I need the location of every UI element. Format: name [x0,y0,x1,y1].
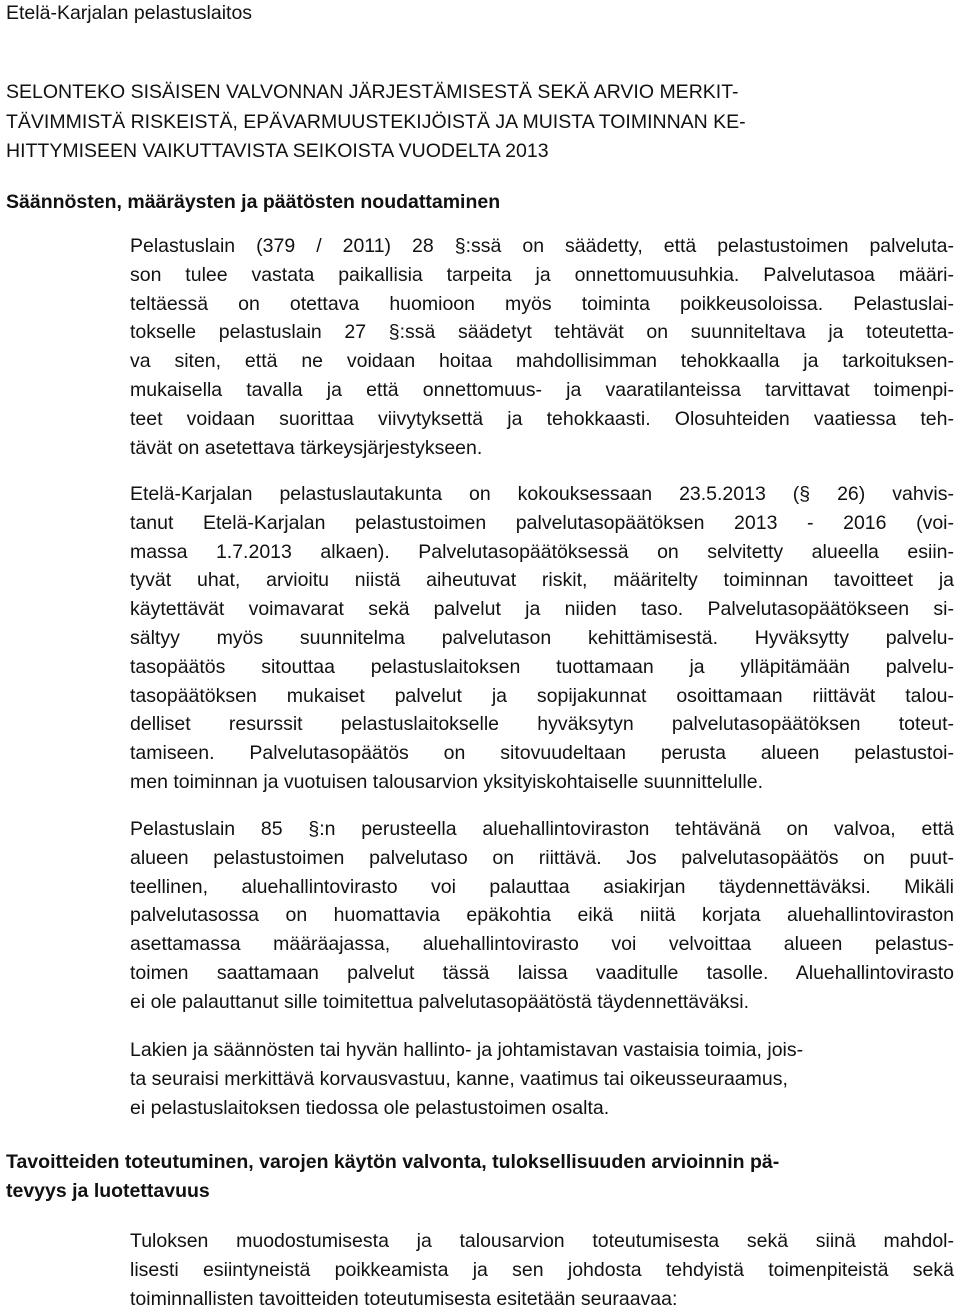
organization-name: Etelä-Karjalan pelastuslaitos [6,2,253,24]
paragraph-line: Etelä-Karjalan pelastuslautakunta on kokouksessaan 23.5.2013 (§ 26) vahvis- [130,483,954,505]
paragraph-legal-compliance [130,1036,954,1122]
paragraph-line: ei ole palauttanut sille toimitettua palvelutasopäätöstä täydennettäväksi. [130,990,749,1013]
paragraph-line: lisesti esiintyneistä poikkeamista ja sen johdosta tehdyistä toimenpiteistä sekä [130,1258,954,1281]
paragraph-line: delliset resurssit pelastuslaitokselle hyväksytyn palvelutasopäätöksen toteut- [130,713,954,736]
paragraph-line: Pelastuslain 85 §:n perusteella aluehallintoviraston tehtävänä on valvoa, että [130,818,954,840]
paragraph-line: käytettävät voimavarat sekä palvelut ja niiden taso. Palvelutasopäätökseen si- [130,598,954,621]
document-title [6,78,946,167]
paragraph-line: Lakien ja säännösten tai hyvän hallinto- ja johtamistavan vastaisia toimia, jois- [130,1039,804,1061]
paragraph-line: tokselle pelastuslain 27 §:ssä säädetyt tehtävät on suunniteltava ja toteutetta- [130,321,954,344]
title-line: HITTYMISEEN VAIKUTTAVISTA SEIKOISTA VUODELTA 2013 [6,140,549,162]
paragraph-line: teet voidaan suorittaa viivytyksettä ja tehokkaasti. Olosuhteiden vaatiessa teh- [130,407,954,430]
paragraph-line: asettamassa määräajassa, aluehallintovirasto voi velvoittaa alueen pelastus- [130,933,954,956]
paragraph-result-formation [130,1227,954,1313]
paragraph-regional-agency-supervision [130,815,954,1017]
paragraph-line: Pelastuslain (379 / 2011) 28 §:ssä on säädetty, että pelastustoimen palveluta- [130,235,954,257]
paragraph-line: teltäessä on otettava huomioon myös toiminta poikkeusoloissa. Pelastuslai- [130,292,954,315]
paragraph-line: tyvät uhat, arvioitu niistä aiheutuvat riskit, määritelty toiminnan tavoitteet ja [130,569,954,592]
paragraph-line: tamiseen. Palvelutasopäätös on sitovuudeltaan perusta alueen pelastustoi- [130,742,954,765]
paragraph-line: ei pelastuslaitoksen tiedossa ole pelastustoimen osalta. [130,1096,610,1119]
paragraph-line: alueen pelastustoimen palvelutaso on riittävä. Jos palvelutasopäätös on puut- [130,846,954,869]
paragraph-rescue-act-service-level [130,232,954,462]
paragraph-line: mukaisella tavalla ja että onnettomuus- ja vaaratilanteissa tarvittavat toimenpi- [130,378,954,401]
title-line: TÄVIMMISTÄ RISKEISTÄ, EPÄVARMUUSTEKIJÖISTÄ JA MUISTA TOIMINNAN KE- [6,110,746,133]
paragraph-line: son tulee vastata paikallisia tarpeita ja onnettomuusuhkia. Palvelutasoa määri- [130,263,954,286]
paragraph-line: ta seuraisi merkittävä korvausvastuu, kanne, vaatimus tai oikeusseuraamus, [130,1067,788,1090]
paragraph-line: tasopäätös sitouttaa pelastuslaitoksen tuottamaan ja ylläpitämään palvelu- [130,655,954,678]
section-heading-objectives [6,1148,779,1206]
title-line: SELONTEKO SISÄISEN VALVONNAN JÄRJESTÄMISESTÄ SEKÄ ARVIO MERKIT- [6,81,739,103]
paragraph-service-level-decision [130,480,954,797]
paragraph-line: sältyy myös suunnitelma palvelutason kehittämisestä. Hyväksytty palvelu- [130,626,954,649]
paragraph-line: toimen saattamaan palvelut tässä laissa vaaditulle tasolle. Aluehallintovirasto [130,961,954,984]
heading-line: tevyys ja luotettavuus [6,1180,210,1202]
paragraph-line: massa 1.7.2013 alkaen). Palvelutasopäätöksessä on selvitetty alueella esiin- [130,540,954,563]
section-heading-compliance [6,188,500,217]
paragraph-line: teellinen, aluehallintovirasto voi palauttaa asiakirjan täydennettäväksi. Mikäli [130,875,954,898]
paragraph-line: tävät on asetettava tärkeysjärjestykseen. [130,436,483,459]
heading-line: Säännösten, määräysten ja päätösten noudattaminen [6,191,501,213]
paragraph-line: men toiminnan ja vuotuisen talousarvion yksityiskohtaiselle suunnittelulle. [130,770,764,793]
paragraph-line: palvelutasossa on huomattavia epäkohtia eikä niitä korjata aluehallintoviraston [130,904,954,927]
paragraph-line: va siten, että ne voidaan hoitaa mahdollisimman tehokkaalla ja tarkoituksen- [130,350,954,373]
heading-line: Tavoitteiden toteutuminen, varojen käytön valvonta, tuloksellisuuden arvioinnin pä- [6,1151,780,1173]
paragraph-line: toiminnallisten tavoitteiden toteutumisesta esitetään seuraavaa: [130,1287,678,1310]
paragraph-line: tasopäätöksen mukaiset palvelut ja sopijakunnat osoittamaan riittävät talou- [130,684,954,707]
paragraph-line: tanut Etelä-Karjalan pelastustoimen palvelutasopäätöksen 2013 - 2016 (voi- [130,511,954,534]
paragraph-line: Tuloksen muodostumisesta ja talousarvion toteutumisesta sekä siinä mahdol- [130,1230,954,1252]
